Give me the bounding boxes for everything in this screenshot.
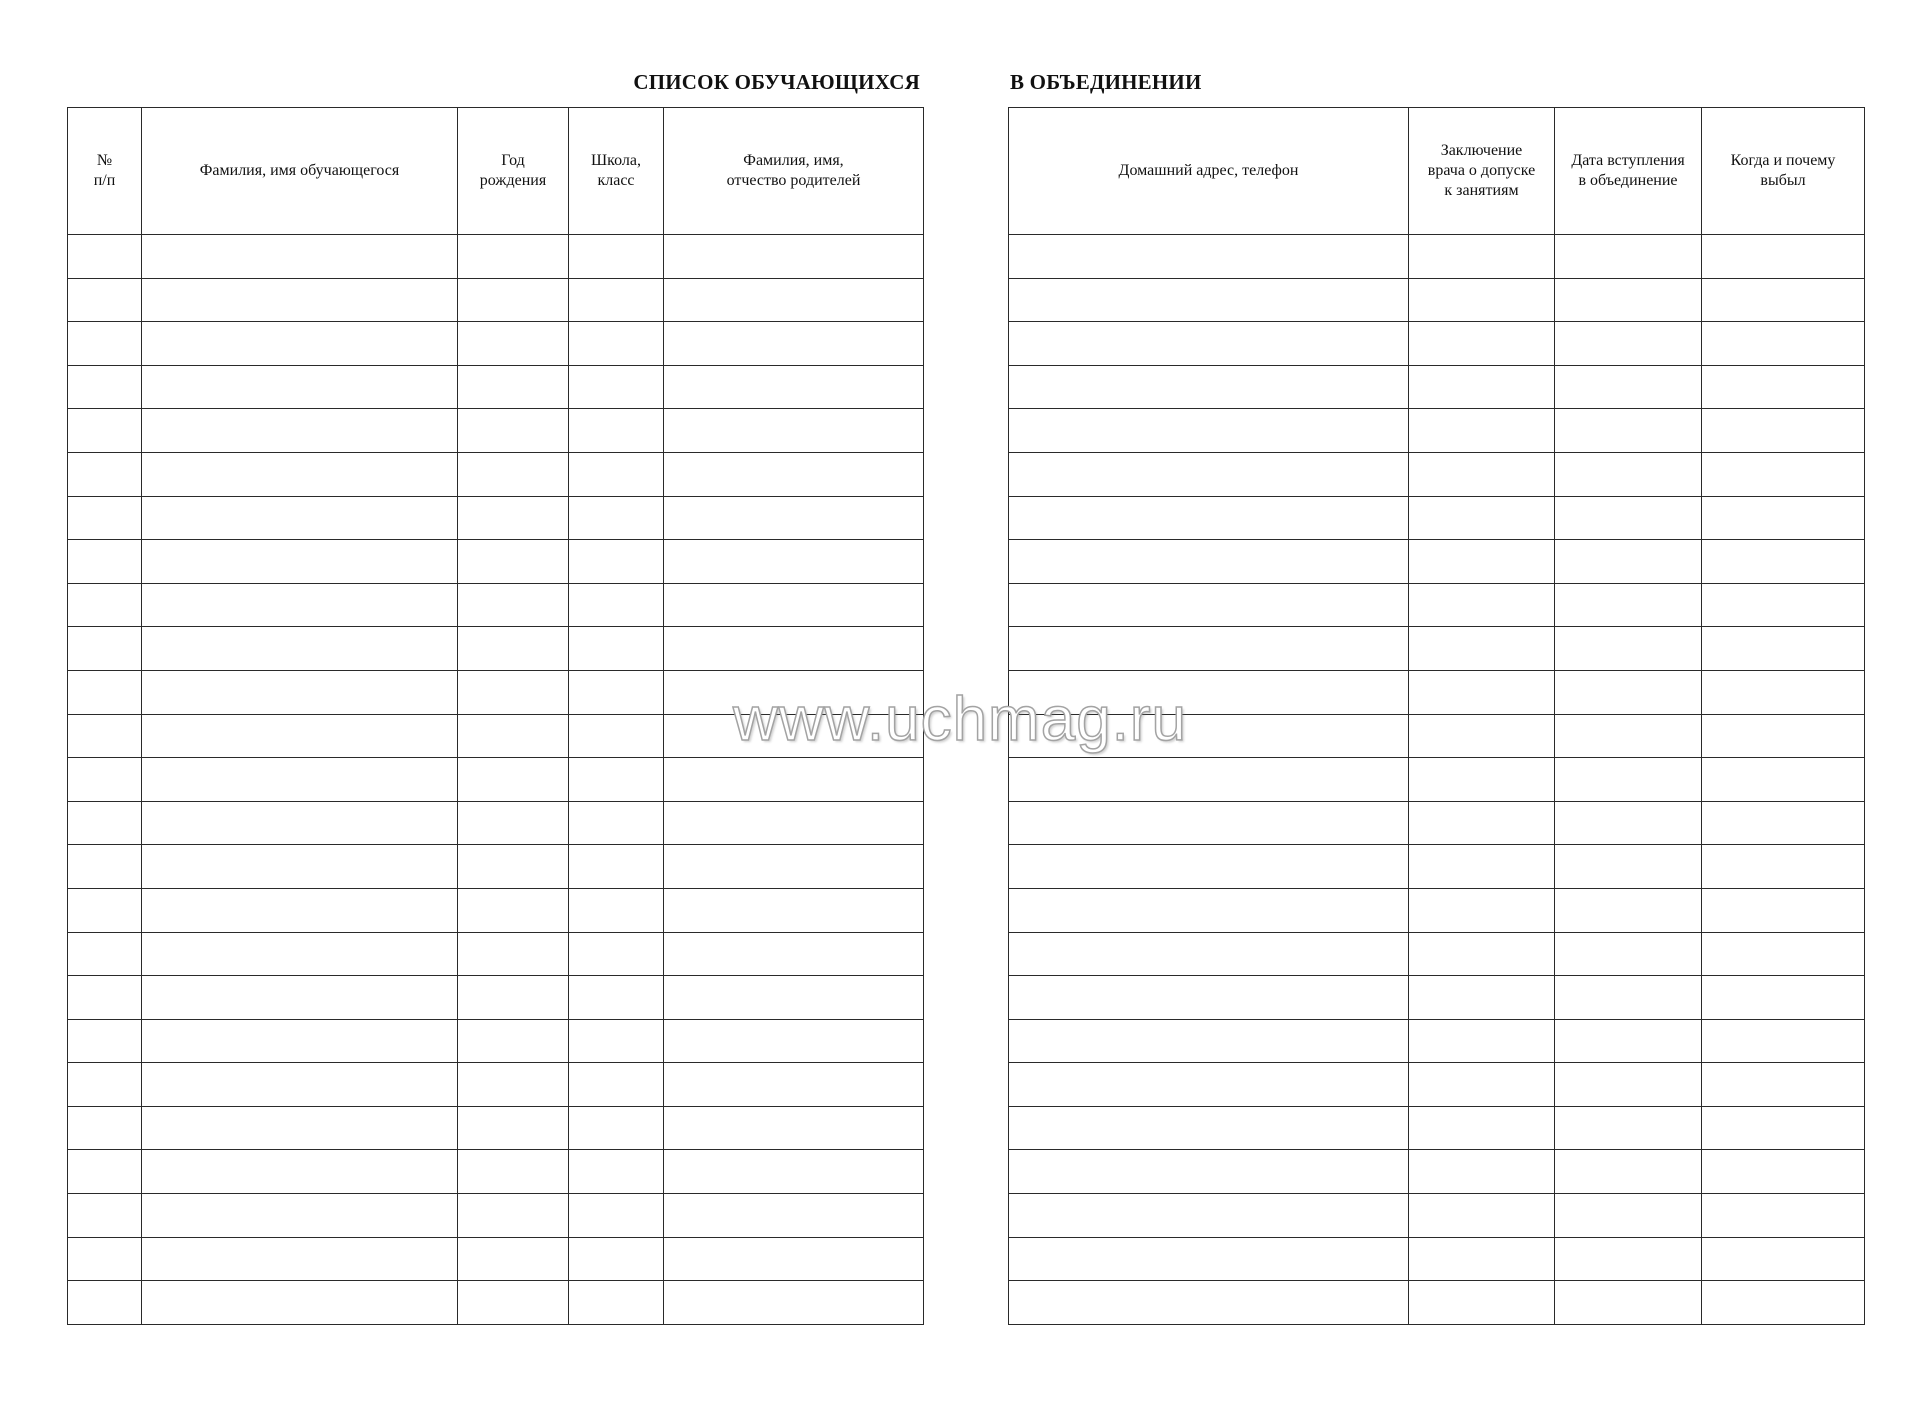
table-cell[interactable] xyxy=(1009,670,1409,714)
table-row xyxy=(1009,714,1865,758)
table-cell[interactable] xyxy=(1555,583,1702,627)
table-row xyxy=(1009,976,1865,1020)
table-row xyxy=(68,365,924,409)
table-cell[interactable] xyxy=(664,627,924,671)
table-row xyxy=(1009,452,1865,496)
table-cell[interactable] xyxy=(142,583,458,627)
table-cell[interactable] xyxy=(1409,1194,1555,1238)
table-cell[interactable] xyxy=(1702,452,1865,496)
table-cell[interactable] xyxy=(68,1194,142,1238)
table-row xyxy=(68,1150,924,1194)
column-header-student-name: Фамилия, имя обучающегося xyxy=(142,108,458,235)
table-cell[interactable] xyxy=(1009,1019,1409,1063)
table-cell[interactable] xyxy=(68,1237,142,1281)
table-cell[interactable] xyxy=(458,758,569,802)
table-cell[interactable] xyxy=(1702,1150,1865,1194)
table-cell[interactable] xyxy=(1702,409,1865,453)
table-row xyxy=(68,1237,924,1281)
table-cell[interactable] xyxy=(458,235,569,279)
table-row xyxy=(1009,1281,1865,1325)
table-cell[interactable] xyxy=(569,1194,664,1238)
table-cell[interactable] xyxy=(1009,540,1409,584)
table-cell[interactable] xyxy=(458,540,569,584)
table-row xyxy=(1009,845,1865,889)
table-cell[interactable] xyxy=(1409,365,1555,409)
table-row xyxy=(1009,496,1865,540)
table-cell[interactable] xyxy=(142,235,458,279)
table-cell[interactable] xyxy=(664,932,924,976)
table-cell[interactable] xyxy=(458,976,569,1020)
table-cell[interactable] xyxy=(1555,365,1702,409)
table-cell[interactable] xyxy=(1555,322,1702,366)
table-row xyxy=(1009,888,1865,932)
table-row xyxy=(68,888,924,932)
table-cell[interactable] xyxy=(664,758,924,802)
table-row xyxy=(68,1019,924,1063)
table-row xyxy=(1009,758,1865,802)
table-cell[interactable] xyxy=(1702,714,1865,758)
table-cell[interactable] xyxy=(142,1063,458,1107)
table-cell[interactable] xyxy=(68,540,142,584)
table-row xyxy=(1009,1019,1865,1063)
table-row xyxy=(1009,278,1865,322)
table-row xyxy=(68,583,924,627)
table-cell[interactable] xyxy=(142,1281,458,1325)
table-cell[interactable] xyxy=(68,888,142,932)
table-cell[interactable] xyxy=(664,409,924,453)
table-cell[interactable] xyxy=(1409,888,1555,932)
table-cell[interactable] xyxy=(1702,1019,1865,1063)
table-cell[interactable] xyxy=(458,845,569,889)
table-cell[interactable] xyxy=(569,932,664,976)
table-cell[interactable] xyxy=(142,845,458,889)
table-cell[interactable] xyxy=(569,714,664,758)
table-cell[interactable] xyxy=(142,1150,458,1194)
table-cell[interactable] xyxy=(142,322,458,366)
table-cell[interactable] xyxy=(1409,845,1555,889)
table-cell[interactable] xyxy=(1409,976,1555,1020)
table-cell[interactable] xyxy=(664,1150,924,1194)
table-row xyxy=(68,278,924,322)
table-cell[interactable] xyxy=(664,583,924,627)
table-cell[interactable] xyxy=(664,714,924,758)
table-cell[interactable] xyxy=(458,496,569,540)
table-cell[interactable] xyxy=(458,1237,569,1281)
table-cell[interactable] xyxy=(664,1281,924,1325)
table-row xyxy=(68,235,924,279)
table-cell[interactable] xyxy=(458,801,569,845)
table-cell[interactable] xyxy=(458,452,569,496)
table-row xyxy=(1009,1237,1865,1281)
table-cell[interactable] xyxy=(1009,627,1409,671)
table-cell[interactable] xyxy=(1702,976,1865,1020)
table-cell[interactable] xyxy=(68,496,142,540)
table-cell[interactable] xyxy=(1009,278,1409,322)
table-cell[interactable] xyxy=(142,1194,458,1238)
table-cell[interactable] xyxy=(142,278,458,322)
column-header-number: № п/п xyxy=(68,108,142,235)
table-cell[interactable] xyxy=(1409,627,1555,671)
table-cell[interactable] xyxy=(68,235,142,279)
table-row xyxy=(1009,540,1865,584)
table-cell[interactable] xyxy=(1555,888,1702,932)
table-cell[interactable] xyxy=(569,758,664,802)
header-row xyxy=(68,108,924,235)
table-cell[interactable] xyxy=(68,845,142,889)
table-cell[interactable] xyxy=(1555,1281,1702,1325)
table-cell[interactable] xyxy=(142,1019,458,1063)
table-cell[interactable] xyxy=(1409,1281,1555,1325)
students-details-body xyxy=(1009,235,1865,1325)
table-cell[interactable] xyxy=(1555,714,1702,758)
column-header-home-address: Домашний адрес, телефон xyxy=(1009,108,1409,235)
table-cell[interactable] xyxy=(664,1106,924,1150)
table-cell[interactable] xyxy=(142,627,458,671)
page-title-right: В ОБЪЕДИНЕНИИ xyxy=(1010,70,1202,94)
table-cell[interactable] xyxy=(1555,845,1702,889)
table-cell[interactable] xyxy=(68,409,142,453)
table-cell[interactable] xyxy=(1555,670,1702,714)
table-cell[interactable] xyxy=(142,540,458,584)
table-cell[interactable] xyxy=(569,1106,664,1150)
table-cell[interactable] xyxy=(458,1150,569,1194)
table-cell[interactable] xyxy=(1009,583,1409,627)
table-cell[interactable] xyxy=(1009,1237,1409,1281)
column-header-parents-name: Фамилия, имя, отчество родителей xyxy=(664,108,924,235)
table-cell[interactable] xyxy=(458,627,569,671)
table-row xyxy=(68,540,924,584)
table-cell[interactable] xyxy=(1702,801,1865,845)
table-cell[interactable] xyxy=(1555,932,1702,976)
table-cell[interactable] xyxy=(1555,1237,1702,1281)
table-row xyxy=(1009,1106,1865,1150)
table-row xyxy=(1009,1063,1865,1107)
table-cell[interactable] xyxy=(1555,758,1702,802)
table-cell[interactable] xyxy=(1009,496,1409,540)
table-cell[interactable] xyxy=(664,496,924,540)
table-cell[interactable] xyxy=(1009,758,1409,802)
table-cell[interactable] xyxy=(68,1019,142,1063)
table-cell[interactable] xyxy=(458,714,569,758)
table-cell[interactable] xyxy=(68,976,142,1020)
table-cell[interactable] xyxy=(68,1150,142,1194)
table-cell[interactable] xyxy=(569,1019,664,1063)
table-cell[interactable] xyxy=(458,888,569,932)
table-cell[interactable] xyxy=(664,888,924,932)
table-cell[interactable] xyxy=(569,1281,664,1325)
table-row xyxy=(68,1063,924,1107)
table-cell[interactable] xyxy=(569,627,664,671)
table-cell[interactable] xyxy=(458,583,569,627)
table-row xyxy=(68,452,924,496)
table-cell[interactable] xyxy=(458,409,569,453)
table-cell[interactable] xyxy=(1702,888,1865,932)
table-cell[interactable] xyxy=(1009,888,1409,932)
table-cell[interactable] xyxy=(458,1019,569,1063)
table-cell[interactable] xyxy=(142,932,458,976)
page-title-left: СПИСОК ОБУЧАЮЩИХСЯ xyxy=(633,70,920,94)
table-cell[interactable] xyxy=(1009,932,1409,976)
table-cell[interactable] xyxy=(1009,1281,1409,1325)
table-cell[interactable] xyxy=(1409,1019,1555,1063)
table-cell[interactable] xyxy=(1409,1150,1555,1194)
students-list-table xyxy=(67,107,924,1325)
table-cell[interactable] xyxy=(1009,235,1409,279)
table-cell[interactable] xyxy=(1409,670,1555,714)
column-header-school-class: Школа, класс xyxy=(569,108,664,235)
table-cell[interactable] xyxy=(1555,496,1702,540)
table-row xyxy=(1009,409,1865,453)
table-cell[interactable] xyxy=(569,670,664,714)
table-row xyxy=(68,1106,924,1150)
table-cell[interactable] xyxy=(569,365,664,409)
table-cell[interactable] xyxy=(1555,452,1702,496)
table-cell[interactable] xyxy=(1409,322,1555,366)
table-cell[interactable] xyxy=(1555,976,1702,1020)
table-row xyxy=(1009,627,1865,671)
table-cell[interactable] xyxy=(142,714,458,758)
table-cell[interactable] xyxy=(1409,932,1555,976)
table-cell[interactable] xyxy=(1409,1106,1555,1150)
table-cell[interactable] xyxy=(569,888,664,932)
table-cell[interactable] xyxy=(1409,714,1555,758)
table-cell[interactable] xyxy=(1702,627,1865,671)
table-row xyxy=(1009,1150,1865,1194)
students-details-table xyxy=(1008,107,1865,1325)
table-row xyxy=(1009,235,1865,279)
table-cell[interactable] xyxy=(142,976,458,1020)
table-row xyxy=(68,409,924,453)
table-cell[interactable] xyxy=(458,1106,569,1150)
table-cell[interactable] xyxy=(142,670,458,714)
table-cell[interactable] xyxy=(664,1237,924,1281)
table-cell[interactable] xyxy=(569,452,664,496)
table-cell[interactable] xyxy=(569,1063,664,1107)
table-cell[interactable] xyxy=(1702,758,1865,802)
table-cell[interactable] xyxy=(458,322,569,366)
table-cell[interactable] xyxy=(664,845,924,889)
table-cell[interactable] xyxy=(68,1106,142,1150)
table-cell[interactable] xyxy=(1009,452,1409,496)
table-cell[interactable] xyxy=(1409,1063,1555,1107)
table-cell[interactable] xyxy=(1702,1194,1865,1238)
table-cell[interactable] xyxy=(664,235,924,279)
table-cell[interactable] xyxy=(1555,278,1702,322)
table-cell[interactable] xyxy=(68,278,142,322)
table-cell[interactable] xyxy=(1009,976,1409,1020)
table-cell[interactable] xyxy=(569,496,664,540)
table-row xyxy=(1009,365,1865,409)
table-cell[interactable] xyxy=(1409,758,1555,802)
table-cell[interactable] xyxy=(1409,540,1555,584)
table-cell[interactable] xyxy=(1009,1150,1409,1194)
table-cell[interactable] xyxy=(142,1237,458,1281)
table-row xyxy=(68,976,924,1020)
table-cell[interactable] xyxy=(1009,714,1409,758)
table-cell[interactable] xyxy=(142,452,458,496)
table-cell[interactable] xyxy=(1702,1281,1865,1325)
table-cell[interactable] xyxy=(1009,801,1409,845)
table-cell[interactable] xyxy=(1702,365,1865,409)
table-cell[interactable] xyxy=(569,1237,664,1281)
table-row xyxy=(68,496,924,540)
table-cell[interactable] xyxy=(68,322,142,366)
table-cell[interactable] xyxy=(68,627,142,671)
table-row xyxy=(1009,801,1865,845)
table-cell[interactable] xyxy=(458,278,569,322)
table-cell[interactable] xyxy=(458,365,569,409)
table-cell[interactable] xyxy=(458,932,569,976)
table-cell[interactable] xyxy=(142,1106,458,1150)
table-cell[interactable] xyxy=(664,278,924,322)
table-cell[interactable] xyxy=(1555,235,1702,279)
table-cell[interactable] xyxy=(664,670,924,714)
table-cell[interactable] xyxy=(569,540,664,584)
table-cell[interactable] xyxy=(664,540,924,584)
table-cell[interactable] xyxy=(1555,1106,1702,1150)
table-cell[interactable] xyxy=(1009,365,1409,409)
table-cell[interactable] xyxy=(1409,583,1555,627)
table-row xyxy=(1009,583,1865,627)
table-cell[interactable] xyxy=(142,496,458,540)
table-cell[interactable] xyxy=(1409,801,1555,845)
header-row xyxy=(1009,108,1865,235)
table-cell[interactable] xyxy=(1555,627,1702,671)
students-list-body xyxy=(68,235,924,1325)
table-cell[interactable] xyxy=(1702,932,1865,976)
table-cell[interactable] xyxy=(1702,670,1865,714)
table-cell[interactable] xyxy=(569,1150,664,1194)
table-cell[interactable] xyxy=(664,801,924,845)
table-row xyxy=(68,322,924,366)
table-cell[interactable] xyxy=(68,452,142,496)
table-cell[interactable] xyxy=(1555,409,1702,453)
table-cell[interactable] xyxy=(664,1063,924,1107)
table-cell[interactable] xyxy=(1409,409,1555,453)
table-cell[interactable] xyxy=(664,365,924,409)
table-cell[interactable] xyxy=(1009,1063,1409,1107)
table-cell[interactable] xyxy=(569,845,664,889)
table-cell[interactable] xyxy=(664,1194,924,1238)
table-cell[interactable] xyxy=(664,1019,924,1063)
table-cell[interactable] xyxy=(1702,278,1865,322)
table-cell[interactable] xyxy=(569,235,664,279)
table-row xyxy=(68,758,924,802)
table-cell[interactable] xyxy=(569,409,664,453)
table-cell[interactable] xyxy=(68,801,142,845)
table-cell[interactable] xyxy=(569,278,664,322)
column-header-birth-year: Год рождения xyxy=(458,108,569,235)
table-row xyxy=(1009,1194,1865,1238)
column-header-join-date: Дата вступления в объединение xyxy=(1555,108,1702,235)
table-row xyxy=(68,714,924,758)
table-cell[interactable] xyxy=(1555,1194,1702,1238)
table-cell[interactable] xyxy=(1702,1237,1865,1281)
table-cell[interactable] xyxy=(569,322,664,366)
table-cell[interactable] xyxy=(1409,452,1555,496)
table-cell[interactable] xyxy=(1702,845,1865,889)
table-cell[interactable] xyxy=(1009,1106,1409,1150)
table-row xyxy=(1009,932,1865,976)
table-cell[interactable] xyxy=(1009,845,1409,889)
table-cell[interactable] xyxy=(1702,540,1865,584)
table-cell[interactable] xyxy=(142,758,458,802)
table-cell[interactable] xyxy=(1702,322,1865,366)
table-cell[interactable] xyxy=(458,1281,569,1325)
table-row xyxy=(68,932,924,976)
table-cell[interactable] xyxy=(458,1194,569,1238)
table-cell[interactable] xyxy=(1409,1237,1555,1281)
table-row xyxy=(68,627,924,671)
table-row xyxy=(68,1194,924,1238)
table-cell[interactable] xyxy=(68,714,142,758)
table-cell[interactable] xyxy=(142,409,458,453)
table-cell[interactable] xyxy=(142,801,458,845)
watermark: www.uchmag.ru xyxy=(732,685,1188,754)
table-cell[interactable] xyxy=(1702,496,1865,540)
table-row xyxy=(1009,670,1865,714)
table-cell[interactable] xyxy=(1009,322,1409,366)
table-cell[interactable] xyxy=(68,932,142,976)
table-cell[interactable] xyxy=(68,1281,142,1325)
table-cell[interactable] xyxy=(664,976,924,1020)
table-cell[interactable] xyxy=(68,758,142,802)
table-cell[interactable] xyxy=(1702,1063,1865,1107)
table-cell[interactable] xyxy=(68,583,142,627)
table-row xyxy=(68,845,924,889)
table-cell[interactable] xyxy=(1409,496,1555,540)
table-cell[interactable] xyxy=(458,670,569,714)
table-cell[interactable] xyxy=(1702,1106,1865,1150)
table-cell[interactable] xyxy=(458,1063,569,1107)
table-row xyxy=(68,801,924,845)
table-cell[interactable] xyxy=(569,976,664,1020)
table-cell[interactable] xyxy=(1555,1019,1702,1063)
table-cell[interactable] xyxy=(68,1063,142,1107)
table-cell[interactable] xyxy=(1555,540,1702,584)
table-cell[interactable] xyxy=(569,583,664,627)
table-cell[interactable] xyxy=(1555,1150,1702,1194)
table-row xyxy=(1009,322,1865,366)
column-header-medical-clearance: Заключение врача о допуске к занятиям xyxy=(1409,108,1555,235)
table-cell[interactable] xyxy=(1409,278,1555,322)
table-cell[interactable] xyxy=(68,670,142,714)
table-cell[interactable] xyxy=(569,801,664,845)
column-header-leave-reason: Когда и почему выбыл xyxy=(1702,108,1865,235)
table-cell[interactable] xyxy=(1555,1063,1702,1107)
table-cell[interactable] xyxy=(1555,801,1702,845)
table-cell[interactable] xyxy=(1009,409,1409,453)
table-cell[interactable] xyxy=(1702,583,1865,627)
table-cell[interactable] xyxy=(1702,235,1865,279)
table-row xyxy=(68,1281,924,1325)
table-cell[interactable] xyxy=(1009,1194,1409,1238)
table-row xyxy=(68,670,924,714)
table-cell[interactable] xyxy=(664,452,924,496)
table-cell[interactable] xyxy=(664,322,924,366)
table-cell[interactable] xyxy=(1409,235,1555,279)
table-cell[interactable] xyxy=(68,365,142,409)
table-cell[interactable] xyxy=(142,888,458,932)
table-cell[interactable] xyxy=(142,365,458,409)
